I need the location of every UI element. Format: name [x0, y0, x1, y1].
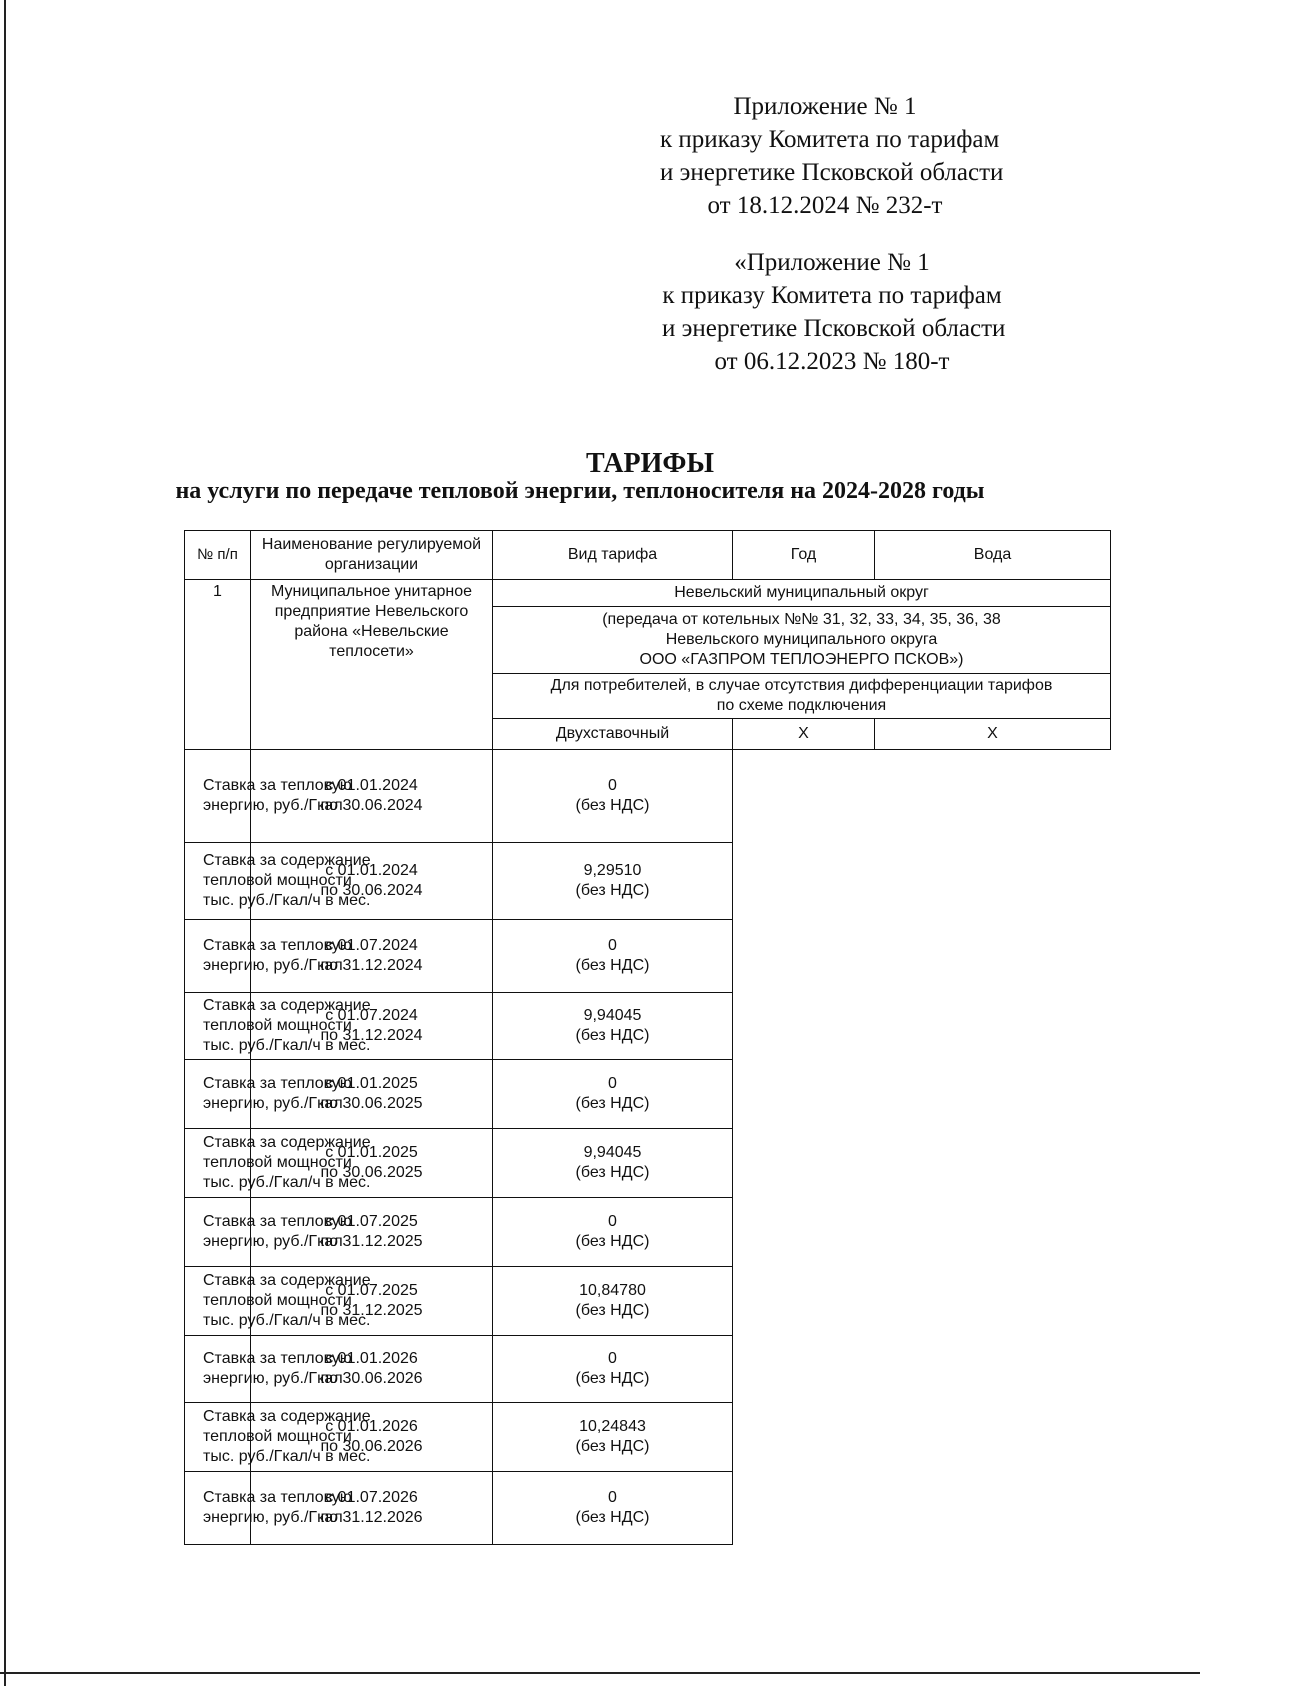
rate-name: [185, 1336, 352, 1403]
rate-period: [251, 920, 493, 993]
rate-period-line: с 01.07.2025: [325, 1282, 418, 1299]
rate-name-line: энергию, руб./Гкал: [203, 1095, 343, 1112]
scan-border-bottom: [0, 1672, 1200, 1674]
rate-value: [493, 1472, 733, 1545]
rate-period-line: с 01.01.2025: [325, 1144, 418, 1161]
rate-name: [185, 1267, 371, 1336]
rate-period-line: с 01.01.2024: [325, 777, 418, 794]
header-line: к приказу Комитета по тарифам: [660, 126, 1000, 153]
rate-name-line: Ставка за содержание: [203, 997, 371, 1014]
scan-border-left: [4, 0, 6, 1686]
rate-name: [185, 843, 371, 920]
rate-value-line: 9,94045: [583, 1007, 642, 1024]
rate-value-line: 0: [608, 777, 617, 794]
rate-name-line: тепловой мощности: [203, 1154, 352, 1171]
header-line: к приказу Комитета по тарифам: [662, 282, 1002, 309]
header-line: Приложение № 1: [733, 93, 917, 120]
rate-name: [185, 1472, 352, 1545]
rate-period: [251, 1472, 493, 1545]
rate-period-line: с 01.01.2026: [325, 1418, 418, 1435]
rate-name-line: энергию, руб./Гкал: [203, 1233, 343, 1250]
rate-period-line: по 31.12.2025: [320, 1233, 423, 1250]
rate-value-line: 10,84780: [579, 1282, 646, 1299]
rate-name-line: энергию, руб./Гкал: [203, 1370, 343, 1387]
header-org: Наименование регулируемой организации: [251, 531, 493, 580]
header-line: от 18.12.2024 № 232-т: [707, 192, 943, 219]
rate-name-line: энергию, руб./Гкал: [203, 1509, 343, 1526]
document-subtitle: на услуги по передаче тепловой энергии, теплоносителя на 2024-2028 годы: [175, 478, 985, 504]
rate-value-line: (без НДС): [575, 1095, 650, 1112]
rate-value: [493, 1129, 733, 1198]
rate-value: [493, 1267, 733, 1336]
rate-period-line: по 30.06.2024: [320, 797, 423, 814]
rate-value: [493, 1060, 733, 1129]
rate-value-line: (без НДС): [575, 1164, 650, 1181]
rate-name-line: Ставка за тепловую: [203, 1075, 352, 1092]
rate-name-line: Ставка за содержание: [203, 1134, 371, 1151]
rate-name-line: тыс. руб./Гкал/ч в мес.: [203, 892, 371, 909]
rate-name: [185, 1129, 371, 1198]
table-row: [185, 1267, 1111, 1336]
rate-name: [185, 993, 371, 1060]
rate-name-line: тыс. руб./Гкал/ч в мес.: [203, 1448, 371, 1465]
organization-name: Муниципальное унитарное предприятие Невельского района «Невельские теплосети»: [251, 580, 493, 750]
rate-name: [185, 1060, 352, 1129]
rate-value-line: (без НДС): [575, 1302, 650, 1319]
rate-name-line: Ставка за содержание: [203, 1408, 371, 1425]
row-number: 1: [185, 580, 251, 750]
appendix-header-original: [662, 246, 1006, 378]
two-part-water: X: [875, 719, 1111, 750]
consumers-note-line: по схеме подключения: [716, 697, 887, 714]
header-num: № п/п: [185, 531, 251, 580]
transfer-note: [493, 607, 1111, 674]
rate-name-line: тыс. руб./Гкал/ч в мес.: [203, 1174, 371, 1191]
rate-name-line: Ставка за тепловую: [203, 1489, 352, 1506]
table-row: [185, 1198, 1111, 1267]
rate-value-line: (без НДС): [575, 797, 650, 814]
rate-period: [251, 1336, 493, 1403]
consumers-note: [493, 674, 1111, 719]
rate-name-line: энергию, руб./Гкал: [203, 957, 343, 974]
rate-value-line: 9,94045: [583, 1144, 642, 1161]
rate-value: [493, 1336, 733, 1403]
table-row: [185, 993, 1111, 1060]
rate-period-line: с 01.07.2024: [325, 1007, 418, 1024]
rate-name-line: Ставка за тепловую: [203, 1350, 352, 1367]
rate-value-line: (без НДС): [575, 882, 650, 899]
rate-period: [251, 1198, 493, 1267]
rate-value: [493, 993, 733, 1060]
rate-name-line: тепловой мощности: [203, 1428, 352, 1445]
rate-period-line: с 01.01.2026: [325, 1350, 418, 1367]
rate-period-line: по 31.12.2025: [320, 1302, 423, 1319]
consumers-note-line: Для потребителей, в случае отсутствия дифференциации тарифов: [550, 677, 1053, 694]
rate-name-line: тыс. руб./Гкал/ч в мес.: [203, 1312, 371, 1329]
rate-name: [185, 920, 352, 993]
transfer-note-line: ООО «ГАЗПРОМ ТЕПЛОЭНЕРГО ПСКОВ»): [639, 651, 964, 668]
table-row: [185, 750, 1111, 843]
rate-value-line: (без НДС): [575, 1233, 650, 1250]
rate-value-line: 10,24843: [579, 1418, 646, 1435]
rate-name-line: Ставка за содержание: [203, 852, 371, 869]
rate-name-line: Ставка за тепловую: [203, 937, 352, 954]
header-line: и энергетике Псковской области: [662, 315, 1006, 342]
header-year: Год: [733, 531, 875, 580]
rate-period-line: по 30.06.2026: [320, 1370, 423, 1387]
table-header-row: [185, 531, 1111, 580]
appendix-header-current: [660, 90, 1004, 222]
table-row: [185, 1336, 1111, 1403]
rate-value-line: (без НДС): [575, 1370, 650, 1387]
table-row: [185, 1129, 1111, 1198]
rate-period-line: по 30.06.2025: [320, 1164, 423, 1181]
rate-value: [493, 1198, 733, 1267]
rate-value-line: (без НДС): [575, 1027, 650, 1044]
two-part-label: Двухставочный: [493, 719, 733, 750]
district-row: [185, 580, 1111, 607]
rate-period-line: с 01.07.2025: [325, 1213, 418, 1230]
rate-value-line: (без НДС): [575, 1509, 650, 1526]
rate-period-line: с 01.07.2024: [325, 937, 418, 954]
rate-period: [251, 1060, 493, 1129]
rate-value-line: (без НДС): [575, 1438, 650, 1455]
rate-period-line: с 01.07.2026: [325, 1489, 418, 1506]
document-title: ТАРИФЫ: [586, 448, 714, 479]
table-row: [185, 1060, 1111, 1129]
table-row: [185, 920, 1111, 993]
rate-value-line: 0: [608, 937, 617, 954]
rate-value: [493, 843, 733, 920]
table-row: [185, 1472, 1111, 1545]
rate-value: [493, 750, 733, 843]
rate-period-line: с 01.01.2025: [325, 1075, 418, 1092]
rate-value-line: 0: [608, 1075, 617, 1092]
tariffs-table: [184, 530, 1111, 1545]
rate-name-line: Ставка за тепловую: [203, 777, 352, 794]
rate-name-line: Ставка за тепловую: [203, 1213, 352, 1230]
rate-period-line: по 31.12.2026: [320, 1509, 423, 1526]
header-line: и энергетике Псковской области: [660, 159, 1004, 186]
rate-value-line: (без НДС): [575, 957, 650, 974]
rate-name-line: тепловой мощности: [203, 872, 352, 889]
two-part-year: X: [733, 719, 875, 750]
rate-value: [493, 920, 733, 993]
rate-name: [185, 1403, 371, 1472]
rate-period-line: по 31.12.2024: [320, 1027, 423, 1044]
header-line: от 06.12.2023 № 180-т: [714, 348, 950, 375]
rate-value-line: 0: [608, 1213, 617, 1230]
rate-name-line: Ставка за содержание: [203, 1272, 371, 1289]
rate-period: [251, 750, 493, 843]
rate-name-line: тепловой мощности: [203, 1292, 352, 1309]
rate-period-line: по 31.12.2024: [320, 957, 423, 974]
rate-value-line: 0: [608, 1489, 617, 1506]
rate-value-line: 9,29510: [583, 862, 642, 879]
transfer-note-line: (передача от котельных №№ 31, 32, 33, 34, 35, 36, 38: [602, 611, 1001, 628]
rate-period-line: по 30.06.2024: [320, 882, 423, 899]
rate-value: [493, 1403, 733, 1472]
rate-name: [185, 750, 352, 843]
rate-name-line: тыс. руб./Гкал/ч в мес.: [203, 1037, 371, 1054]
transfer-note-line: Невельского муниципального округа: [665, 631, 938, 648]
rate-name-line: тепловой мощности: [203, 1017, 352, 1034]
rate-period-line: по 30.06.2025: [320, 1095, 423, 1112]
header-line: «Приложение № 1: [734, 249, 930, 276]
table-row: [185, 843, 1111, 920]
rate-value-line: 0: [608, 1350, 617, 1367]
rate-period-line: по 30.06.2026: [320, 1438, 423, 1455]
header-water: Вода: [875, 531, 1111, 580]
rate-name-line: энергию, руб./Гкал: [203, 797, 343, 814]
rate-period-line: с 01.01.2024: [325, 862, 418, 879]
table-row: [185, 1403, 1111, 1472]
rate-name: [185, 1198, 352, 1267]
district-name: Невельский муниципальный округ: [493, 580, 1111, 607]
header-type: Вид тарифа: [493, 531, 733, 580]
